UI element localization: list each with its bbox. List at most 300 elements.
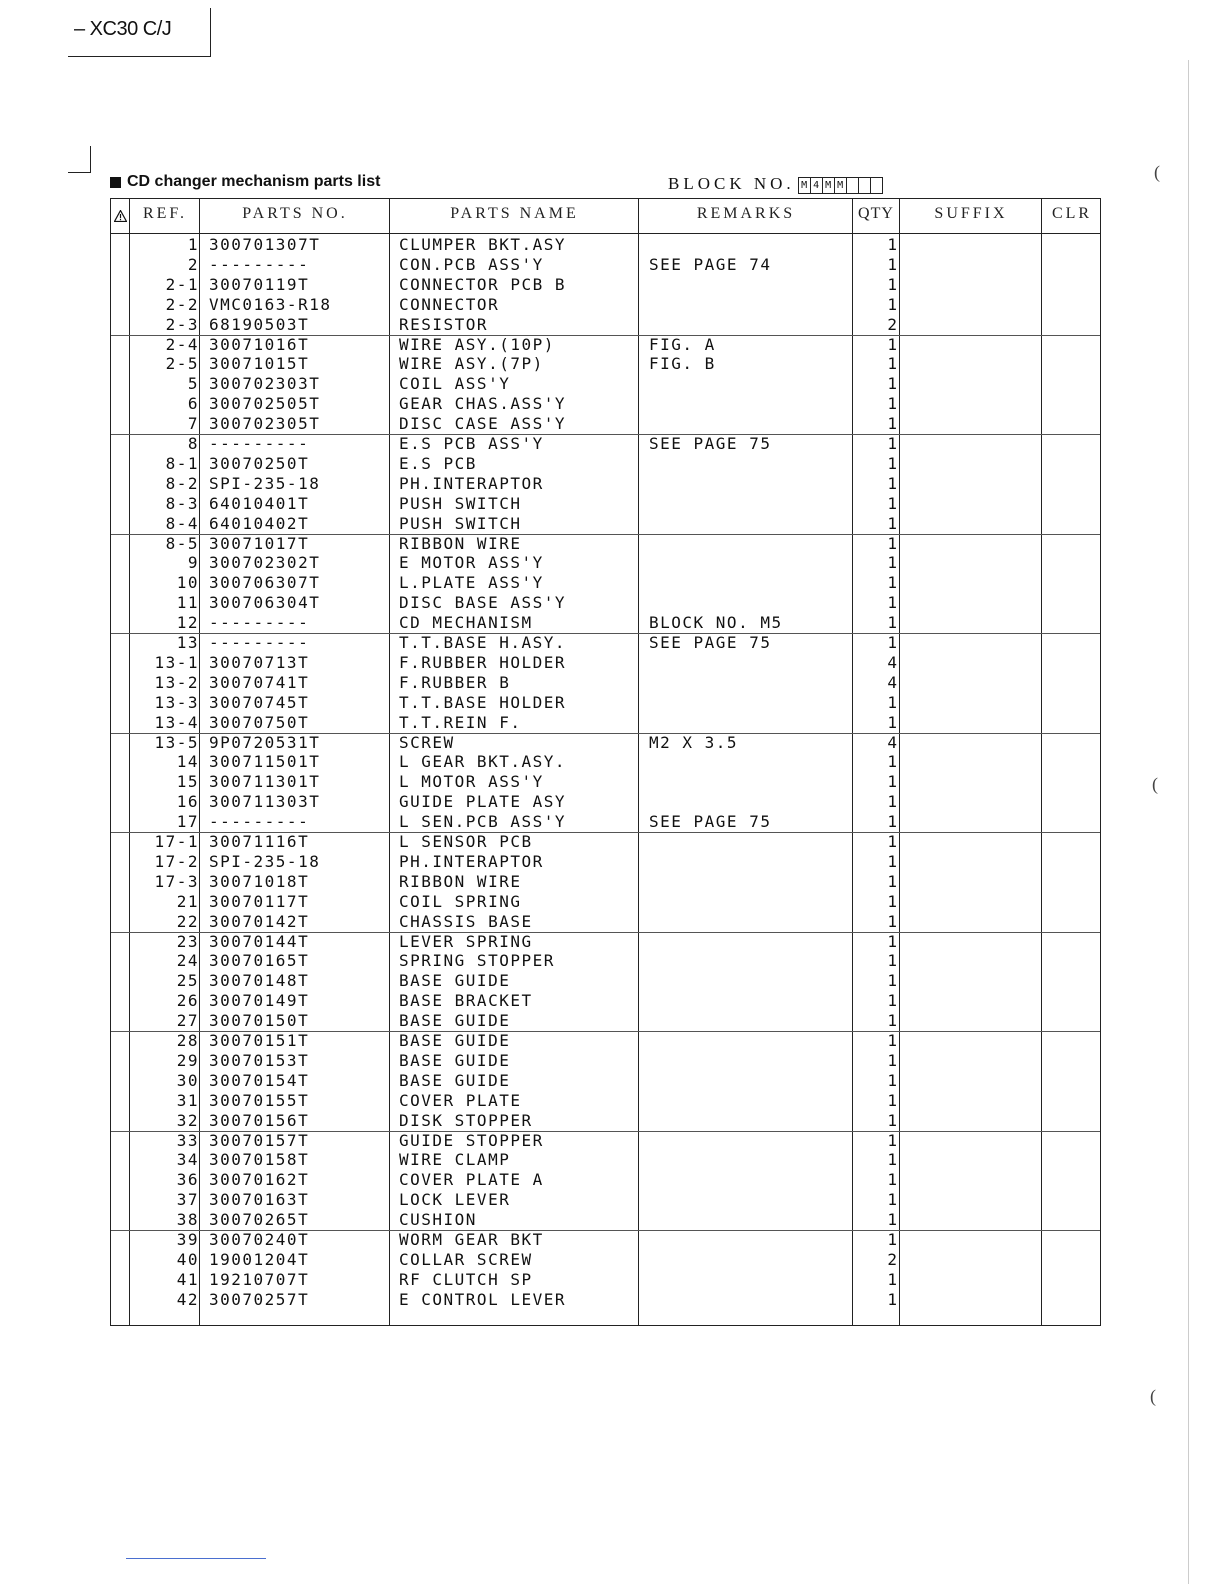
qty-cell: 1 xyxy=(887,1289,897,1309)
ref-cell: 38 xyxy=(176,1210,199,1230)
parts-name-cell: CLUMPER BKT.ASY xyxy=(399,235,566,254)
col-header-qty: QTY xyxy=(858,205,894,222)
group-divider xyxy=(111,633,1100,634)
qty-cell: 1 xyxy=(887,1031,897,1050)
parts-no-cell: 19001204T xyxy=(209,1249,310,1269)
parts-name-cell: BASE BRACKET xyxy=(399,991,533,1011)
remarks-cell: SEE PAGE 75 xyxy=(649,434,772,453)
parts-no-cell: --------- xyxy=(209,812,310,832)
table-row xyxy=(111,1230,1100,1250)
ref-cell: 32 xyxy=(176,1110,199,1130)
table-row xyxy=(111,295,1100,315)
ref-cell: 16 xyxy=(176,792,199,812)
table-row xyxy=(111,1031,1100,1051)
remarks-cell: FIG. A xyxy=(649,334,716,354)
ref-cell: 17 xyxy=(176,812,199,832)
group-divider xyxy=(111,932,1100,933)
section-title xyxy=(110,173,380,191)
qty-cell: 1 xyxy=(887,1050,897,1070)
parts-name-cell: PH.INTERAPTOR xyxy=(399,473,544,493)
remarks-cell: SEE PAGE 74 xyxy=(649,254,772,274)
parts-no-cell: 30070149T xyxy=(209,991,310,1011)
parts-name-cell: GUIDE PLATE ASY xyxy=(399,792,566,812)
block-code-char xyxy=(870,177,883,194)
parts-no-cell: 30070148T xyxy=(209,971,310,991)
group-divider xyxy=(111,832,1100,833)
table-row xyxy=(111,852,1100,872)
ref-cell: 29 xyxy=(176,1050,199,1070)
col-header-remarks: REMARKS xyxy=(696,205,796,222)
parts-table xyxy=(110,198,1101,1326)
parts-no-cell: 300702505T xyxy=(209,394,321,414)
table-row xyxy=(111,713,1100,733)
parts-name-cell: COIL SPRING xyxy=(399,891,522,911)
qty-cell: 1 xyxy=(887,553,897,573)
margin-mark: ( xyxy=(1154,162,1160,182)
parts-no-cell: 30070750T xyxy=(209,712,310,732)
ref-cell: 8-5 xyxy=(165,533,199,553)
parts-name-cell: CHASSIS BASE xyxy=(399,911,533,931)
parts-no-cell: 30070154T xyxy=(209,1070,310,1090)
table-row xyxy=(111,1111,1100,1131)
ref-cell: 8-3 xyxy=(165,493,199,513)
table-row xyxy=(111,335,1100,355)
ref-cell: 12 xyxy=(176,613,199,633)
table-row xyxy=(111,613,1100,633)
qty-cell: 1 xyxy=(887,1269,897,1289)
parts-no-cell: 30070155T xyxy=(209,1090,310,1110)
col-header-parts-no: PARTS NO. xyxy=(242,205,348,222)
parts-no-cell: --------- xyxy=(209,633,310,652)
parts-name-cell: DISK STOPPER xyxy=(399,1110,533,1130)
parts-no-cell: 300711301T xyxy=(209,772,321,792)
parts-name-cell: COVER PLATE A xyxy=(399,1170,544,1190)
parts-no-cell: 300706304T xyxy=(209,593,321,613)
ref-cell: 14 xyxy=(176,752,199,772)
qty-cell: 1 xyxy=(887,453,897,473)
ref-cell: 25 xyxy=(176,971,199,991)
margin-mark: ( xyxy=(1150,1386,1156,1406)
qty-cell: 1 xyxy=(887,931,897,951)
table-row xyxy=(111,593,1100,613)
qty-cell: 1 xyxy=(887,1110,897,1130)
table-row xyxy=(111,394,1100,414)
col-header-parts-name: PARTS NAME xyxy=(450,205,579,222)
ref-cell: 9 xyxy=(187,553,199,573)
col-header-suffix: SUFFIX xyxy=(934,205,1008,222)
parts-name-cell: BASE GUIDE xyxy=(399,971,511,991)
qty-cell: 1 xyxy=(887,951,897,971)
ref-cell: 13-2 xyxy=(154,672,199,692)
table-row xyxy=(111,255,1100,275)
parts-no-cell: 30070162T xyxy=(209,1170,310,1190)
col-header-clr: CLR xyxy=(1051,205,1093,222)
parts-no-cell: 30070163T xyxy=(209,1190,310,1210)
ref-cell: 13-4 xyxy=(154,712,199,732)
qty-cell: 1 xyxy=(887,752,897,772)
table-row xyxy=(111,454,1100,474)
ref-cell: 37 xyxy=(176,1190,199,1210)
ref-cell: 41 xyxy=(176,1269,199,1289)
remarks-cell: FIG. B xyxy=(649,354,716,374)
qty-cell: 1 xyxy=(887,871,897,891)
ref-cell: 31 xyxy=(176,1090,199,1110)
ref-cell: 7 xyxy=(187,414,199,434)
parts-name-cell: COVER PLATE xyxy=(399,1090,522,1110)
ref-cell: 26 xyxy=(176,991,199,1011)
ref-cell: 13-3 xyxy=(154,692,199,712)
qty-cell: 1 xyxy=(887,1070,897,1090)
table-row xyxy=(111,1091,1100,1111)
table-row xyxy=(111,772,1100,792)
parts-no-cell: VMC0163-R18 xyxy=(209,294,332,314)
model-label: – XC30 C/J xyxy=(74,18,172,40)
ref-cell: 2-2 xyxy=(165,294,199,314)
parts-no-cell: 30071018T xyxy=(209,871,310,891)
qty-cell: 1 xyxy=(887,772,897,792)
group-divider xyxy=(111,1031,1100,1032)
parts-name-cell: F.RUBBER HOLDER xyxy=(399,652,566,672)
table-row xyxy=(111,633,1100,653)
parts-no-cell: 30070265T xyxy=(209,1210,310,1230)
parts-no-cell: 64010402T xyxy=(209,513,310,533)
parts-name-cell: E CONTROL LEVER xyxy=(399,1289,566,1309)
parts-name-cell: RF CLUTCH SP xyxy=(399,1269,533,1289)
parts-name-cell: CUSHION xyxy=(399,1210,477,1230)
table-row xyxy=(111,733,1100,753)
qty-cell: 1 xyxy=(887,692,897,712)
parts-no-cell: 30070745T xyxy=(209,692,310,712)
group-divider xyxy=(111,1230,1100,1231)
table-row xyxy=(111,553,1100,573)
parts-no-cell: 9P0720531T xyxy=(209,732,321,752)
parts-no-cell: 300702302T xyxy=(209,553,321,573)
parts-no-cell: 30070157T xyxy=(209,1130,310,1150)
parts-name-cell: COIL ASS'Y xyxy=(399,374,511,394)
ref-cell: 13-5 xyxy=(154,732,199,752)
table-row xyxy=(111,832,1100,852)
parts-name-cell: RIBBON WIRE xyxy=(399,533,522,553)
table-row xyxy=(111,534,1100,554)
block-code-char: M xyxy=(822,177,835,194)
qty-cell: 1 xyxy=(887,1090,897,1110)
parts-no-cell: SPI-235-18 xyxy=(209,473,321,493)
page-edge-rule xyxy=(1188,60,1189,1584)
parts-name-cell: L MOTOR ASS'Y xyxy=(399,772,544,792)
table-row xyxy=(111,1170,1100,1190)
qty-cell: 1 xyxy=(887,414,897,434)
parts-no-cell: --------- xyxy=(209,613,310,633)
ref-cell: 24 xyxy=(176,951,199,971)
bottom-rule xyxy=(126,1558,266,1559)
parts-no-cell: 30070156T xyxy=(209,1110,310,1130)
qty-cell: 1 xyxy=(887,1170,897,1190)
parts-name-cell: L SEN.PCB ASS'Y xyxy=(399,812,566,832)
table-row xyxy=(111,673,1100,693)
qty-cell: 1 xyxy=(887,911,897,931)
parts-name-cell: CONNECTOR xyxy=(399,294,500,314)
parts-name-cell: E.S PCB ASS'Y xyxy=(399,434,544,453)
ref-cell: 1 xyxy=(187,235,199,254)
ref-cell: 42 xyxy=(176,1289,199,1309)
table-row xyxy=(111,414,1100,434)
parts-name-cell: RESISTOR xyxy=(399,314,489,334)
ref-cell: 39 xyxy=(176,1230,199,1249)
parts-no-cell: SPI-235-18 xyxy=(209,851,321,871)
qty-cell: 1 xyxy=(887,374,897,394)
group-divider xyxy=(111,434,1100,435)
ref-cell: 33 xyxy=(176,1130,199,1150)
parts-name-cell: WORM GEAR BKT xyxy=(399,1230,544,1249)
ref-cell: 17-3 xyxy=(154,871,199,891)
qty-cell: 1 xyxy=(887,1130,897,1150)
ref-cell: 22 xyxy=(176,911,199,931)
remarks-cell: SEE PAGE 75 xyxy=(649,812,772,832)
qty-cell: 1 xyxy=(887,493,897,513)
parts-name-cell: WIRE ASY.(10P) xyxy=(399,334,555,354)
qty-cell: 2 xyxy=(887,1249,897,1269)
warning-triangle-icon xyxy=(114,209,127,227)
parts-name-cell: T.T.BASE HOLDER xyxy=(399,692,566,712)
table-row xyxy=(111,275,1100,295)
ref-cell: 2-5 xyxy=(165,354,199,374)
parts-name-cell: BASE GUIDE xyxy=(399,1031,511,1050)
qty-cell: 1 xyxy=(887,274,897,294)
parts-no-cell: 30070151T xyxy=(209,1031,310,1050)
table-row xyxy=(111,354,1100,374)
parts-no-cell: 300706307T xyxy=(209,573,321,593)
parts-name-cell: L SENSOR PCB xyxy=(399,832,533,851)
parts-no-cell: 300711501T xyxy=(209,752,321,772)
parts-no-cell: 68190503T xyxy=(209,314,310,334)
parts-no-cell: 30070158T xyxy=(209,1150,310,1170)
parts-no-cell: 30070119T xyxy=(209,274,310,294)
ref-cell: 17-2 xyxy=(154,851,199,871)
qty-cell: 1 xyxy=(887,254,897,274)
qty-cell: 1 xyxy=(887,1230,897,1249)
parts-name-cell: LEVER SPRING xyxy=(399,931,533,951)
table-row xyxy=(111,1270,1100,1290)
ref-cell: 13-1 xyxy=(154,652,199,672)
parts-name-cell: RIBBON WIRE xyxy=(399,871,522,891)
parts-name-cell: E.S PCB xyxy=(399,453,477,473)
parts-name-cell: BASE GUIDE xyxy=(399,1011,511,1031)
block-code-char: M xyxy=(798,177,811,194)
qty-cell: 1 xyxy=(887,473,897,493)
ref-cell: 2-3 xyxy=(165,314,199,334)
section-title-text: CD changer mechanism parts list xyxy=(127,173,381,190)
parts-no-cell: 30071016T xyxy=(209,334,310,354)
ref-cell: 8-4 xyxy=(165,513,199,533)
qty-cell: 1 xyxy=(887,1210,897,1230)
parts-no-cell: 30070250T xyxy=(209,453,310,473)
parts-no-cell: 30070150T xyxy=(209,1011,310,1031)
qty-cell: 1 xyxy=(887,712,897,732)
table-row xyxy=(111,971,1100,991)
qty-cell: 1 xyxy=(887,851,897,871)
table-row xyxy=(111,792,1100,812)
parts-name-cell: CON.PCB ASS'Y xyxy=(399,254,544,274)
table-row xyxy=(111,573,1100,593)
qty-cell: 1 xyxy=(887,394,897,414)
qty-cell: 1 xyxy=(887,633,897,652)
qty-cell: 1 xyxy=(887,573,897,593)
block-code-char: M xyxy=(834,177,847,194)
table-row xyxy=(111,1051,1100,1071)
table-row xyxy=(111,1190,1100,1210)
parts-name-cell: SPRING STOPPER xyxy=(399,951,555,971)
parts-no-cell: 30071017T xyxy=(209,533,310,553)
table-row xyxy=(111,474,1100,494)
qty-cell: 1 xyxy=(887,513,897,533)
parts-name-cell: LOCK LEVER xyxy=(399,1190,511,1210)
ref-cell: 8-1 xyxy=(165,453,199,473)
ref-cell: 8 xyxy=(187,434,199,453)
ref-cell: 2-4 xyxy=(165,334,199,354)
parts-no-cell: 300702305T xyxy=(209,414,321,434)
parts-name-cell: T.T.REIN F. xyxy=(399,712,522,732)
parts-name-cell: CD MECHANISM xyxy=(399,613,533,633)
qty-cell: 1 xyxy=(887,434,897,453)
qty-cell: 4 xyxy=(887,732,897,752)
bullet-square-icon xyxy=(110,177,121,188)
parts-no-cell: 300701307T xyxy=(209,235,321,254)
parts-name-cell: L GEAR BKT.ASY. xyxy=(399,752,566,772)
parts-name-cell: GUIDE STOPPER xyxy=(399,1130,544,1150)
ref-cell: 15 xyxy=(176,772,199,792)
ref-cell: 13 xyxy=(176,633,199,652)
table-row xyxy=(111,1210,1100,1230)
ref-cell: 11 xyxy=(176,593,199,613)
parts-name-cell: COLLAR SCREW xyxy=(399,1249,533,1269)
table-row xyxy=(111,812,1100,832)
table-row xyxy=(111,991,1100,1011)
ref-cell: 8-2 xyxy=(165,473,199,493)
table-row xyxy=(111,235,1100,255)
parts-no-cell: 300702303T xyxy=(209,374,321,394)
table-row xyxy=(111,693,1100,713)
parts-no-cell: 30070741T xyxy=(209,672,310,692)
qty-cell: 1 xyxy=(887,334,897,354)
group-divider xyxy=(111,335,1100,336)
parts-name-cell: PH.INTERAPTOR xyxy=(399,851,544,871)
table-row xyxy=(111,514,1100,534)
parts-name-cell: CONNECTOR PCB B xyxy=(399,274,566,294)
ref-cell: 30 xyxy=(176,1070,199,1090)
parts-no-cell: 19210707T xyxy=(209,1269,310,1289)
parts-name-cell: WIRE CLAMP xyxy=(399,1150,511,1170)
parts-no-cell: 30070117T xyxy=(209,891,310,911)
qty-cell: 4 xyxy=(887,652,897,672)
parts-no-cell: 30070153T xyxy=(209,1050,310,1070)
parts-no-cell: 30070165T xyxy=(209,951,310,971)
parts-name-cell: DISC CASE ASS'Y xyxy=(399,414,566,434)
parts-name-cell: PUSH SWITCH xyxy=(399,513,522,533)
table-row xyxy=(111,892,1100,912)
block-number xyxy=(668,174,883,194)
parts-name-cell: T.T.BASE H.ASY. xyxy=(399,633,566,652)
remarks-cell: SEE PAGE 75 xyxy=(649,633,772,652)
parts-name-cell: SCREW xyxy=(399,732,455,752)
ref-cell: 27 xyxy=(176,1011,199,1031)
table-row xyxy=(111,1290,1100,1310)
ref-cell: 40 xyxy=(176,1249,199,1269)
parts-name-cell: BASE GUIDE xyxy=(399,1070,511,1090)
table-row xyxy=(111,1071,1100,1091)
qty-cell: 1 xyxy=(887,593,897,613)
ref-cell: 2 xyxy=(187,254,199,274)
parts-no-cell: 30070144T xyxy=(209,931,310,951)
table-row xyxy=(111,752,1100,772)
table-row xyxy=(111,374,1100,394)
qty-cell: 1 xyxy=(887,832,897,851)
ref-cell: 34 xyxy=(176,1150,199,1170)
qty-cell: 1 xyxy=(887,354,897,374)
table-row xyxy=(111,1150,1100,1170)
parts-no-cell: 30070713T xyxy=(209,652,310,672)
qty-cell: 1 xyxy=(887,294,897,314)
parts-name-cell: WIRE ASY.(7P) xyxy=(399,354,544,374)
ref-cell: 5 xyxy=(187,374,199,394)
ref-cell: 28 xyxy=(176,1031,199,1050)
parts-name-cell: BASE GUIDE xyxy=(399,1050,511,1070)
parts-no-cell: 30070142T xyxy=(209,911,310,931)
corner-mark xyxy=(68,146,91,173)
block-code-boxes xyxy=(799,177,883,194)
parts-no-cell: --------- xyxy=(209,434,310,453)
ref-cell: 21 xyxy=(176,891,199,911)
table-row xyxy=(111,315,1100,335)
remarks-cell: BLOCK NO. M5 xyxy=(649,613,783,633)
ref-cell: 36 xyxy=(176,1170,199,1190)
margin-mark: ( xyxy=(1152,774,1158,794)
table-row xyxy=(111,494,1100,514)
table-row xyxy=(111,932,1100,952)
group-divider xyxy=(111,1131,1100,1132)
parts-name-cell: DISC BASE ASS'Y xyxy=(399,593,566,613)
qty-cell: 1 xyxy=(887,792,897,812)
remarks-cell: M2 X 3.5 xyxy=(649,732,739,752)
qty-cell: 1 xyxy=(887,812,897,832)
qty-cell: 1 xyxy=(887,991,897,1011)
table-row xyxy=(111,912,1100,932)
parts-no-cell: 30070257T xyxy=(209,1289,310,1309)
ref-cell: 23 xyxy=(176,931,199,951)
table-row xyxy=(111,653,1100,673)
qty-cell: 1 xyxy=(887,1150,897,1170)
table-row xyxy=(111,872,1100,892)
group-divider xyxy=(111,733,1100,734)
table-row xyxy=(111,951,1100,971)
qty-cell: 1 xyxy=(887,891,897,911)
parts-no-cell: 30070240T xyxy=(209,1230,310,1249)
table-row xyxy=(111,434,1100,454)
parts-no-cell: 300711303T xyxy=(209,792,321,812)
ref-cell: 17-1 xyxy=(154,832,199,851)
col-header-ref: REF. xyxy=(142,205,188,222)
parts-name-cell: E MOTOR ASS'Y xyxy=(399,553,544,573)
parts-name-cell: GEAR CHAS.ASS'Y xyxy=(399,394,566,414)
table-row xyxy=(111,1131,1100,1151)
ref-cell: 10 xyxy=(176,573,199,593)
qty-cell: 1 xyxy=(887,235,897,254)
parts-name-cell: PUSH SWITCH xyxy=(399,493,522,513)
model-header-box xyxy=(68,8,211,57)
block-number-label: BLOCK NO. xyxy=(668,174,795,193)
parts-name-cell: F.RUBBER B xyxy=(399,672,511,692)
table-row xyxy=(111,1011,1100,1031)
group-divider xyxy=(111,534,1100,535)
